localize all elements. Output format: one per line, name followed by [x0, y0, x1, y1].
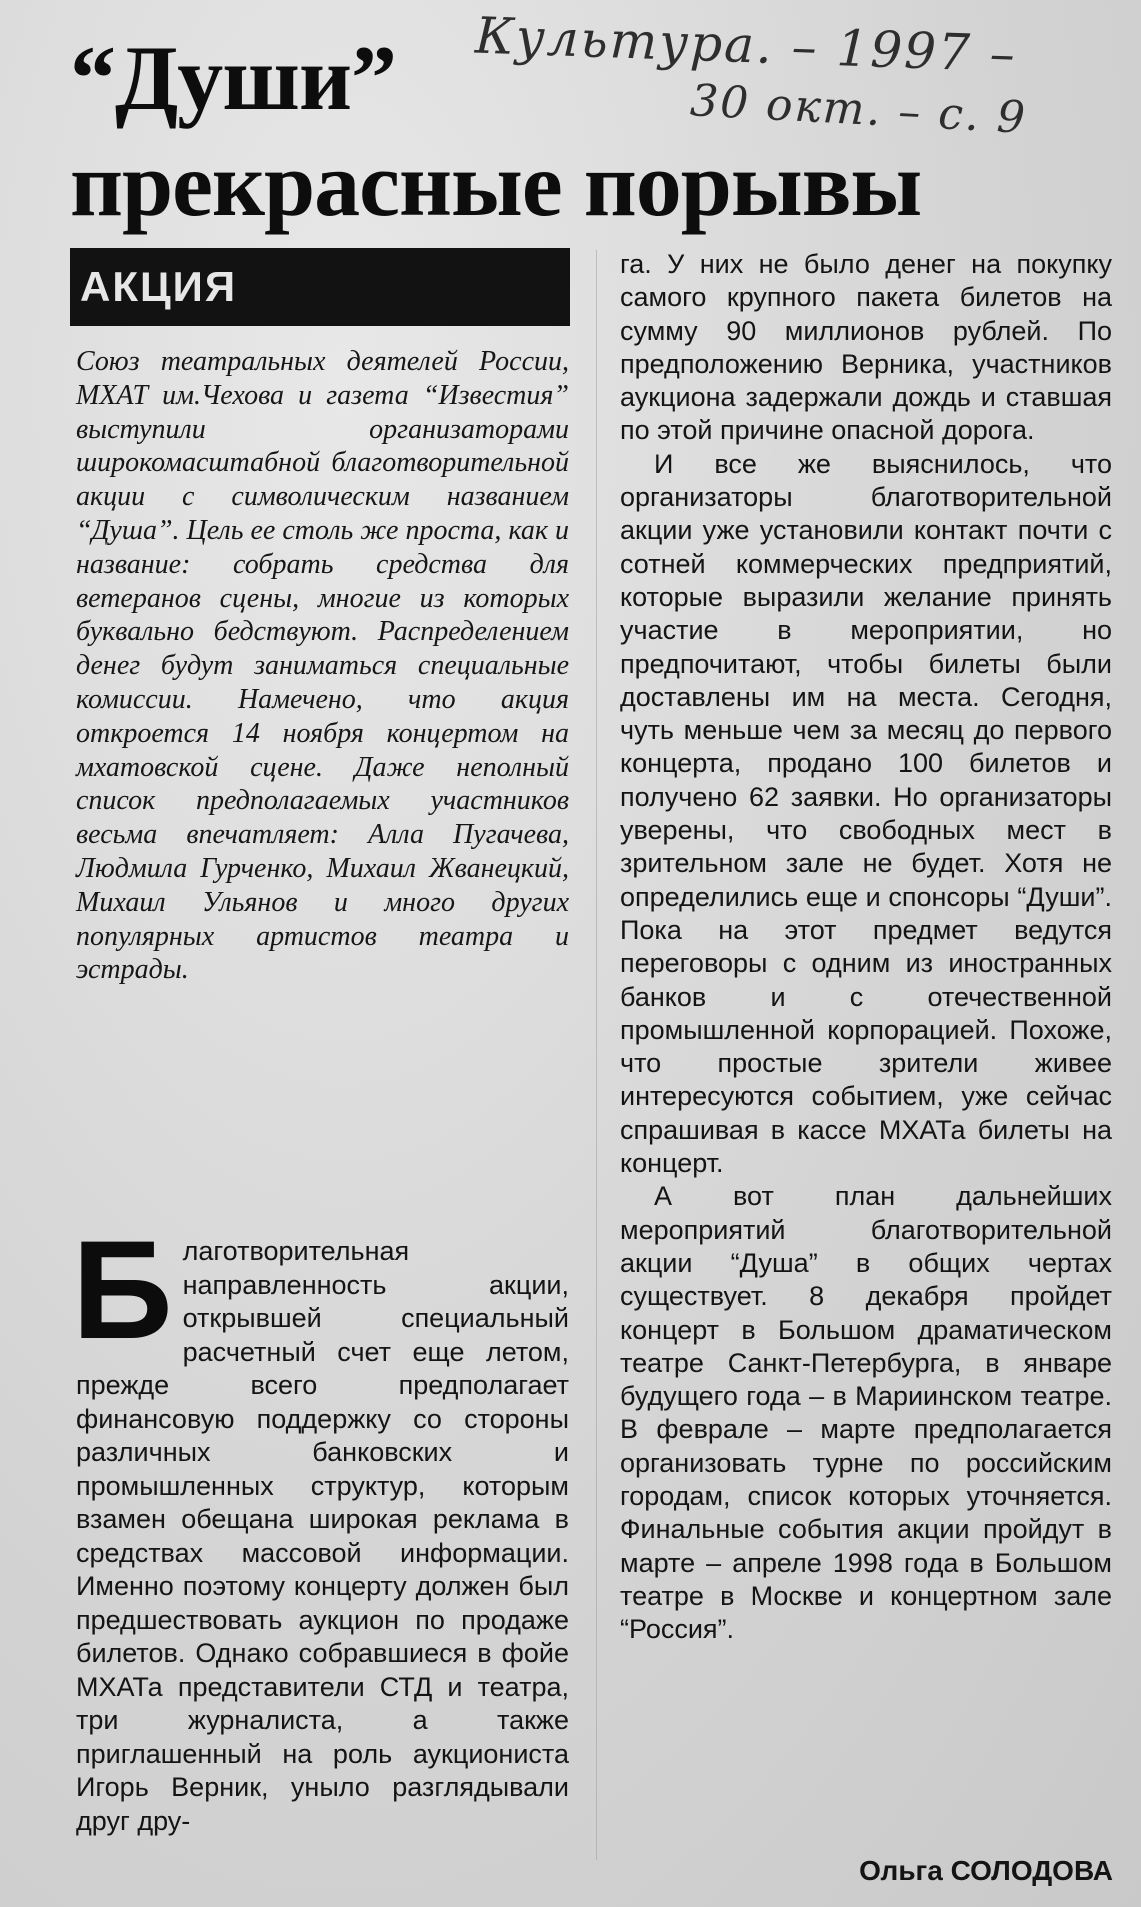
- body-paragraph: га. У них не было денег на покупку самого крупного пакета билетов на сумму 90 миллионов рублей. По предположению Верника, участников аукциона задержали дождь и ставшая по этой причине опасной дорога.: [620, 249, 1112, 446]
- article-headline: [70, 27, 1070, 235]
- body-paragraph: И все же выяснилось, что организаторы благотворительной акции уже установили контакт почти с сотней коммерческих предприятий, которые выразили желание принять участие в мероприятии, но предпочитают, чтобы билеты были доставлены им на места. Сегодня, чуть меньше чем за месяц до первого концерта, продано 100 билетов и получено 62 заявки. Но организаторы уверены, что свободных мест в зрительном зале не будет. Хотя не определились еще и спонсоры “Души”. Пока на этот предмет ведутся переговоры с одним из иностранных банков и с отечественной промышленной корпорацией. Похоже, что простые зрители живее интересуются событием, уже сейчас спрашивая в кассе МХАТа билеты на концерт.: [620, 448, 1112, 1179]
- drop-cap: Б: [72, 1211, 173, 1368]
- article-body-left-column: [72, 1211, 569, 1838]
- handwritten-date-note: 30 окт. – с. 9: [688, 75, 1029, 144]
- article-body-right-column: [620, 248, 1112, 1646]
- column-divider: [596, 250, 597, 1860]
- headline-line-2: прекрасные порывы: [70, 133, 922, 235]
- body-paragraph: А вот план дальнейших мероприятий благотворительной акции “Душа” в общих чертах существует. 8 декабря пройдет концерт в Большом драматическом театре Санкт-Петербурга, в январе будущего года – в Мариинском театре. В феврале – марте предполагается организовать турне по российским городам, список которых уточняется. Финальные события акции пройдут в марте – апреле 1998 года в Большом театре в Москве и концертном зале “Россия”.: [620, 1181, 1112, 1645]
- article-lead: Союз театральных деятелей России, МХАТ им.Чехова и газета “Известия” выступили организаторами широкомасштабной благотворительной акции с символическим названием “Душа”. Цель ее столь же проста, как и название: собрать средства для ветеранов сцены, многие из которых буквально бедствуют. Распределением денег будут заниматься специальные комиссии. Намечено, что акция откроется 14 ноября концертом на мхатовской сцене. Даже неполный список предполагаемых участников весьма впечатляет: Алла Пугачева, Людмила Гурченко, Михаил Жванецкий, Михаил Ульянов и много других популярных артистов театра и эстрады.: [76, 346, 569, 986]
- body-left-text: лаготворительная направленность акции, открывшей специальный расчетный счет еще летом, прежде всего предполагает финансовую поддержку со стороны различных банковских и промышленных структур, которым взамен обещана широкая реклама в средствах массовой информации. Именно поэтому концерту должен был предшествовать аукцион по продаже билетов. Однако собравшиеся в фойе МХАТа представители СТД и театра, три журналиста, а также приглашенный на роль аукциониста Игорь Верник, уныло разглядывали друг дру-: [76, 1236, 569, 1836]
- section-rubric: АКЦИЯ: [70, 248, 570, 326]
- article-author: Ольга СОЛОДОВА: [859, 1855, 1113, 1886]
- headline-line-1: “Души”: [70, 27, 396, 129]
- handwritten-source-note: Культура. – 1997 –: [474, 6, 1018, 84]
